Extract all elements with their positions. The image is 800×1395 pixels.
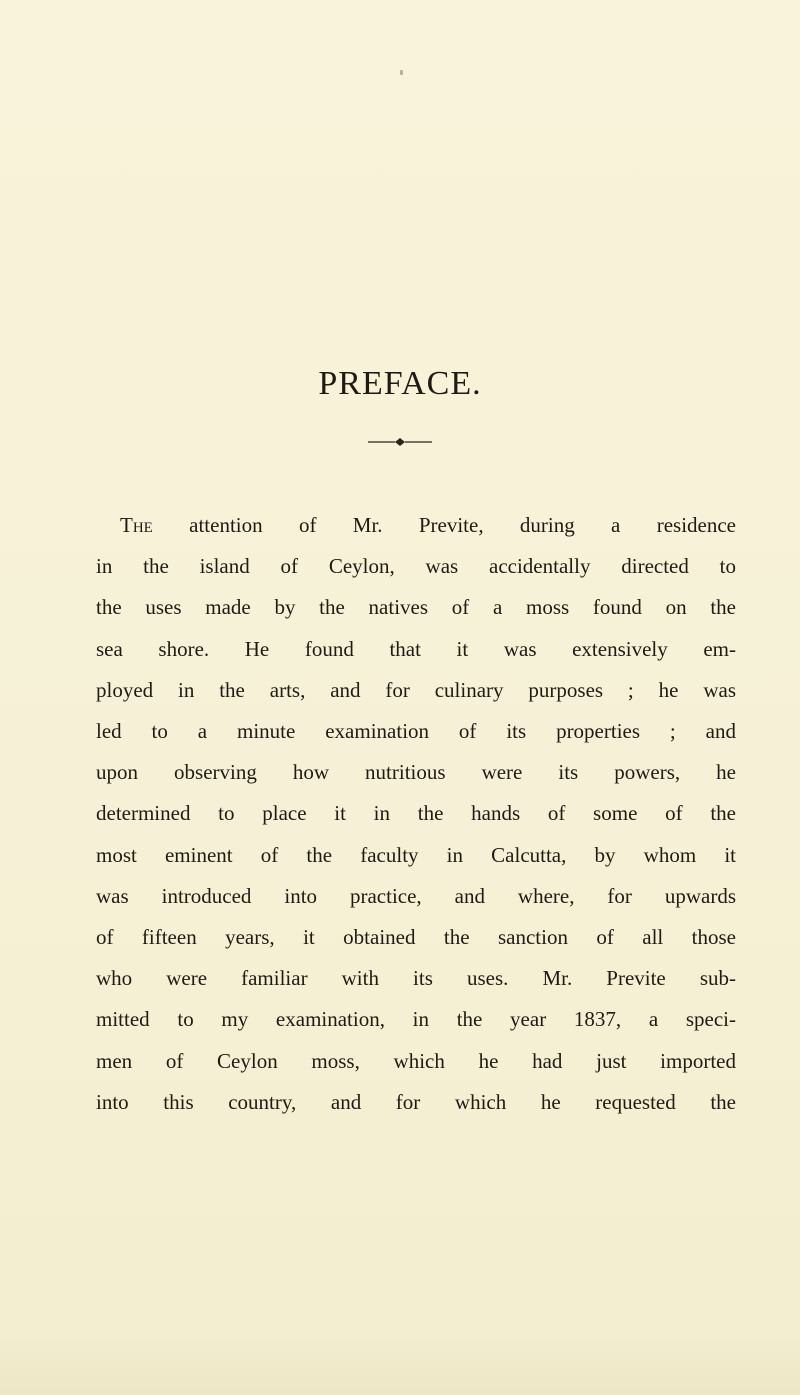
- text-line: of fifteen years, it obtained the sanction of all those: [96, 925, 736, 950]
- text-line: The attention of Mr. Previte, during a residence: [120, 513, 736, 537]
- text-line: determined to place it in the hands of some of the: [96, 801, 736, 826]
- text-line: ployed in the arts, and for culinary purposes ; he was: [96, 677, 736, 702]
- text-line: in the island of Ceylon, was accidentally directed to: [96, 554, 736, 579]
- page-edge-shading: [0, 1335, 800, 1395]
- ornament-divider-icon: [365, 436, 435, 448]
- text-line: into this country, and for which he requested the: [96, 1089, 736, 1114]
- text-line: was introduced into practice, and where, for upwards: [96, 883, 736, 908]
- text-line: who were familiar with its uses. Mr. Previte sub-: [96, 966, 736, 991]
- page-title: PREFACE.: [318, 364, 482, 402]
- text-line: mitted to my examination, in the year 1837, a speci-: [96, 1007, 736, 1032]
- text-line: men of Ceylon moss, which he had just imported: [96, 1048, 736, 1073]
- text-line: upon observing how nutritious were its powers, he: [96, 760, 736, 785]
- preface-paragraph: [96, 505, 736, 1123]
- text-line: the uses made by the natives of a moss found on the: [96, 595, 736, 620]
- text-line: led to a minute examination of its properties ; and: [96, 719, 736, 744]
- text-line: sea shore. He found that it was extensively em-: [96, 636, 736, 661]
- paper-speck: [400, 70, 403, 75]
- drop-word: The: [120, 513, 153, 537]
- text-line: most eminent of the faculty in Calcutta, by whom it: [96, 842, 736, 867]
